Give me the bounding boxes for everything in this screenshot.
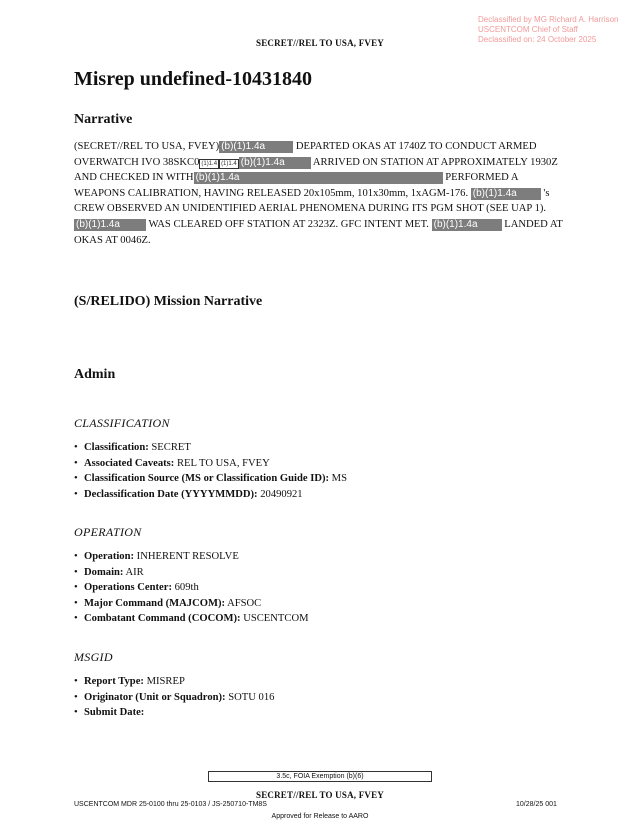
field-label: Associated Caveats:: [84, 457, 175, 469]
top-classification-banner: SECRET//REL TO USA, FVEY: [255, 38, 384, 48]
narrative-text-2: DEPARTED OKAS AT 1740Z TO CONDUCT ARMED OVERWATCH IVO 38SKC0: [74, 141, 537, 168]
field-label: Domain:: [84, 566, 124, 578]
field-value: AIR: [123, 566, 144, 578]
field-label: Classification:: [84, 442, 149, 453]
page-title: Misrep undefined-10431840: [74, 68, 312, 90]
field-label: Major Command (MAJCOM):: [84, 597, 226, 609]
field-value: AFSOC: [225, 597, 262, 609]
narrative-text-4: PERFORMED A WEAPONS CALIBRATION, HAVING RELEASED 20x105mm, 101x30mm, 1xAGM-176.: [74, 172, 518, 199]
list-item: [84, 565, 309, 581]
redaction-box-small: (1)1.4: [221, 160, 237, 167]
narrative-text-5: 's CREW OBSERVED AN UNIDENTIFIED AERIAL PHENOMENA DURING ITS PGM SHOT (SEE UAP 1).: [74, 187, 550, 215]
stamp-line-3: Declassified on: 24 October 2025: [478, 35, 597, 44]
footer-date-page: 10/28/25 001: [516, 801, 557, 808]
field-label: Operation:: [84, 551, 135, 562]
field-value: INHERENT RESOLVE: [134, 551, 239, 562]
field-label: Submit Date:: [84, 707, 145, 719]
classification-fields: [74, 440, 347, 502]
classification-section-heading: CLASSIFICATION: [74, 416, 170, 430]
field-label: Combatant Command (COCOM):: [84, 613, 241, 625]
mission-narrative-heading: (S/RELIDO) Mission Narrative: [74, 294, 263, 309]
list-item: [84, 487, 347, 503]
field-label: Originator (Unit or Squadron):: [84, 691, 226, 703]
redaction-box: (b)(1)1.4a: [194, 172, 443, 184]
field-label: Report Type:: [84, 676, 144, 687]
stamp-line-1: Declassified by MG Richard A. Harrison: [478, 15, 619, 24]
list-item: [84, 674, 274, 690]
operation-fields: [74, 549, 309, 627]
field-value: 609th: [171, 582, 199, 594]
list-item: [84, 596, 309, 612]
redaction-box: (b)(1)1.4a: [74, 219, 146, 231]
redaction-box: (b)(1)1.4a: [432, 219, 502, 231]
redaction-box: (b)(1)1.4a: [471, 188, 541, 200]
field-value: 20490921: [257, 488, 303, 500]
narrative-text-6: WAS CLEARED OFF STATION AT 2323Z. GFC INTENT MET.: [146, 218, 429, 230]
narrative-text-1: (SECRET//REL TO USA, FVEY): [74, 141, 220, 152]
footer-document-id: USCENTCOM MDR 25-0100 thru 25-0103 / JS-250710-TM8S: [74, 801, 267, 808]
list-item: [84, 611, 309, 627]
field-value: USCENTCOM: [240, 613, 309, 625]
field-value: SECRET: [148, 442, 191, 453]
list-item: [84, 471, 347, 487]
redaction-box-small: (1)1.4: [201, 160, 218, 167]
foia-exemption-box: 3.5c, FOIA Exemption (b)(6): [208, 771, 432, 782]
footer-release-note: Approved for Release to AARO: [271, 813, 369, 820]
narrative-text-3: ARRIVED ON STATION AT APPROXIMATELY 1930Z AND CHECKED IN WITH: [74, 156, 558, 184]
field-value: SOTU 016: [225, 691, 275, 703]
operation-section-heading: OPERATION: [74, 525, 142, 539]
field-value: MISREP: [143, 676, 185, 687]
list-item: [84, 549, 309, 565]
list-item: [84, 705, 274, 721]
redaction-box: (b)(1)1.4a: [219, 141, 293, 153]
narrative-text-7: LANDED AT OKAS AT 0046Z.: [74, 218, 563, 246]
narrative-heading: Narrative: [74, 112, 133, 127]
list-item: [84, 440, 347, 456]
narrative-paragraph: [74, 139, 564, 248]
bottom-classification-banner: SECRET//REL TO USA, FVEY: [255, 790, 384, 800]
stamp-line-2: USCENTCOM Chief of Staff: [478, 25, 578, 34]
admin-heading: Admin: [74, 367, 116, 382]
msgid-fields: [74, 674, 274, 721]
field-value: REL TO USA, FVEY: [174, 457, 270, 469]
field-label: Declassification Date (YYYYMMDD):: [84, 488, 258, 500]
list-item: [84, 690, 274, 706]
field-label: Classification Source (MS or Classification Guide ID):: [84, 473, 330, 485]
list-item: [84, 580, 309, 596]
field-label: Operations Center:: [84, 582, 172, 594]
msgid-section-heading: MSGID: [74, 650, 113, 664]
list-item: [84, 456, 347, 472]
field-value: MS: [329, 473, 347, 485]
redaction-box: (b)(1)1.4a: [239, 157, 311, 169]
